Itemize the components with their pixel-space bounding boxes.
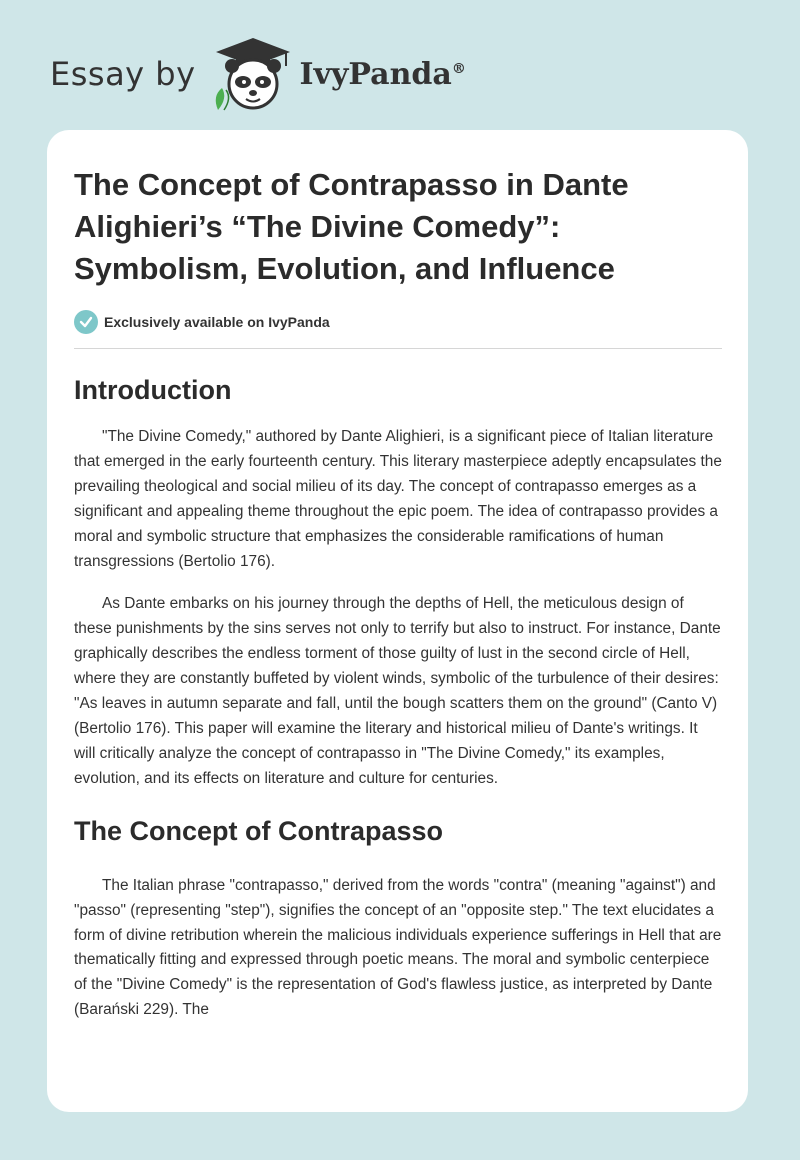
checkmark-icon <box>74 310 98 334</box>
panda-logo-icon <box>210 36 296 112</box>
essay-card <box>47 130 748 1112</box>
brand-header <box>50 34 466 114</box>
essay-by-label: Essay by <box>50 55 196 93</box>
section-heading-introduction: Introduction <box>74 375 232 405</box>
divider <box>74 348 722 349</box>
exclusive-badge <box>74 310 722 334</box>
section-heading-contrapasso: The Concept of Contrapasso <box>74 815 444 846</box>
ivypanda-wordmark: IvyPanda® <box>299 56 466 92</box>
essay-title: The Concept of Contrapasso in Dante Alighieri’s “The Divine Comedy”: Symbolism, Evolution, and Influence <box>74 167 629 286</box>
paragraph: "The Divine Comedy," authored by Dante Alighieri, is a significant piece of Italian literature that emerged in the early fourteenth century. This literary masterpiece adeptly encapsulates the prevailing theological and social milieu of its day. The concept of contrapasso emerges as a significant and appealing theme throughout the epic poem. The idea of contrapasso provides a moral and symbolic structure that emphasizes the considerable ramifications of human transgressions (Bertolio 176). <box>74 428 722 570</box>
paragraph: As Dante embarks on his journey through the depths of Hell, the meticulous design of these punishments by the sins serves not only to terrify but also to instruct. For instance, Dante graphically describes the endless torment of those guilty of lust in the second circle of Hell, where they are constantly buffeted by violent winds, symbolic of the turbulence of their desires: "As leaves in autumn separate and fall, until the bough scatters them on the ground" (Canto V) (Bertolio 176). This paper will examine the literary and historical milieu of Dante's writings. It will critically analyze the concept of contrapasso in "The Divine Comedy," its examples, evolution, and its effects on literature and culture for centuries. <box>74 595 721 787</box>
paragraph: The Italian phrase "contrapasso," derived from the words "contra" (meaning "against") and "passo" (representing "step"), signifies the concept of an "opposite step." The text elucidates a form of divine retribution wherein the malicious individuals experience sufferings in Hell that are thematically fitting and expressed through poetic means. The moral and symbolic centerpiece of the "Divine Comedy" is the representation of God's flawless justice, as interpreted by Dante (Barański 229). The <box>74 876 722 1019</box>
exclusive-label: Exclusively available on IvyPanda <box>104 314 330 330</box>
